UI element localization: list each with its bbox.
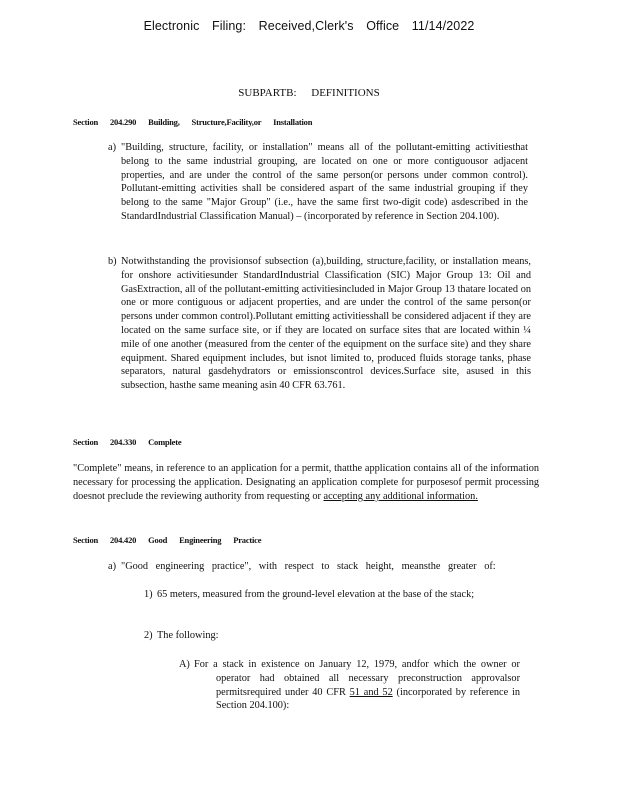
section-204-420-heading: Section 204.420 Good Engineering Practice bbox=[73, 535, 262, 545]
subpart-title: SUBPARTB: DEFINITIONS bbox=[238, 87, 380, 99]
paragraph-text-end: (incorporated by reference in Section 204.100): bbox=[216, 686, 521, 712]
item-A-label: A) bbox=[179, 659, 190, 670]
item-2-label: 2) bbox=[144, 630, 153, 641]
underlined-text: accepting any additional information. bbox=[323, 490, 478, 502]
section-204-330-text bbox=[73, 462, 539, 503]
item-A-text bbox=[194, 658, 520, 713]
section-204-290-heading: Section 204.290 Building, Structure,Facility,or Installation bbox=[73, 117, 313, 127]
paragraph-text: For a stack in existence on January 12, 1979, andfor which the owner or operator had obtained all necessary preconstruction approvalsor permitsrequired under 40 CFR bbox=[194, 659, 520, 698]
paragraph-text: "Building, structure, facility, or installation" means all of the pollutant-emitting activitiesthat belong to the same industrial grouping, are located on one or more contiguousor adjacent properties, and are under the control of the same person(or persons under common control). Pollutant-emitting activities shall be considered aspart of the same industrial grouping if they belong to the same "Major Group" (i.e., have the same first two-digit code) asdescribed in the StandardIndustrial Classification Manual) – (incorporated by reference in Section 204.100). bbox=[121, 142, 528, 222]
item-a-label: a) bbox=[108, 561, 116, 572]
item-2-text: The following: bbox=[157, 630, 219, 641]
item-1-label: 1) bbox=[144, 589, 153, 600]
item-a-label: a) bbox=[108, 142, 116, 153]
section-204-290-b-text bbox=[121, 255, 531, 393]
paragraph-text: Notwithstanding the provisionsof subsection (a),building, structure,facility, or installation means, for onshore activitiesunder StandardIndustrial Classification (SIC) Major Group 13: Oil and GasExtraction, all of the pollutant-emitting activitiesincluded in Major Group 13 thatare located on one or more contiguous or adjacent properties, and are under the control of the same person(or persons under common control).Pollutant emitting activitiesshall be considered adjacent if they are located on the same surface site, or if they are located on surface sites that are located within ¼ mile of one another (measured from the center of the equipment on the surface site) and they share equipment. Shared equipment includes, but isnot limited to, produced fluids storage tanks, phase separators, natural gasdehydrators or emissionscontrol devices.Surface site, asused in this subsection, hasthe same meaning asin 40 CFR 63.761. bbox=[121, 256, 531, 392]
item-1-text: 65 meters, measured from the ground-level elevation at the base of the stack; bbox=[157, 589, 475, 600]
paragraph-text: "Complete" means, in reference to an application for a permit, thatthe application contains all of the information necessary for processing the application. Designating an application complete for purposesof permit processing doesnot preclude the reviewing authority from requesting or bbox=[73, 463, 539, 502]
filing-stamp: Electronic Filing: Received,Clerk's Office 11/14/2022 bbox=[143, 19, 475, 33]
section-204-290-a-text bbox=[121, 141, 528, 224]
underlined-text: 51 and 52 bbox=[349, 686, 393, 698]
section-204-420-a-text: "Good engineering practice", with respect to stack height, meansthe greater of: bbox=[121, 561, 496, 572]
section-204-330-heading: Section 204.330 Complete bbox=[73, 437, 182, 447]
item-b-label: b) bbox=[108, 256, 117, 267]
